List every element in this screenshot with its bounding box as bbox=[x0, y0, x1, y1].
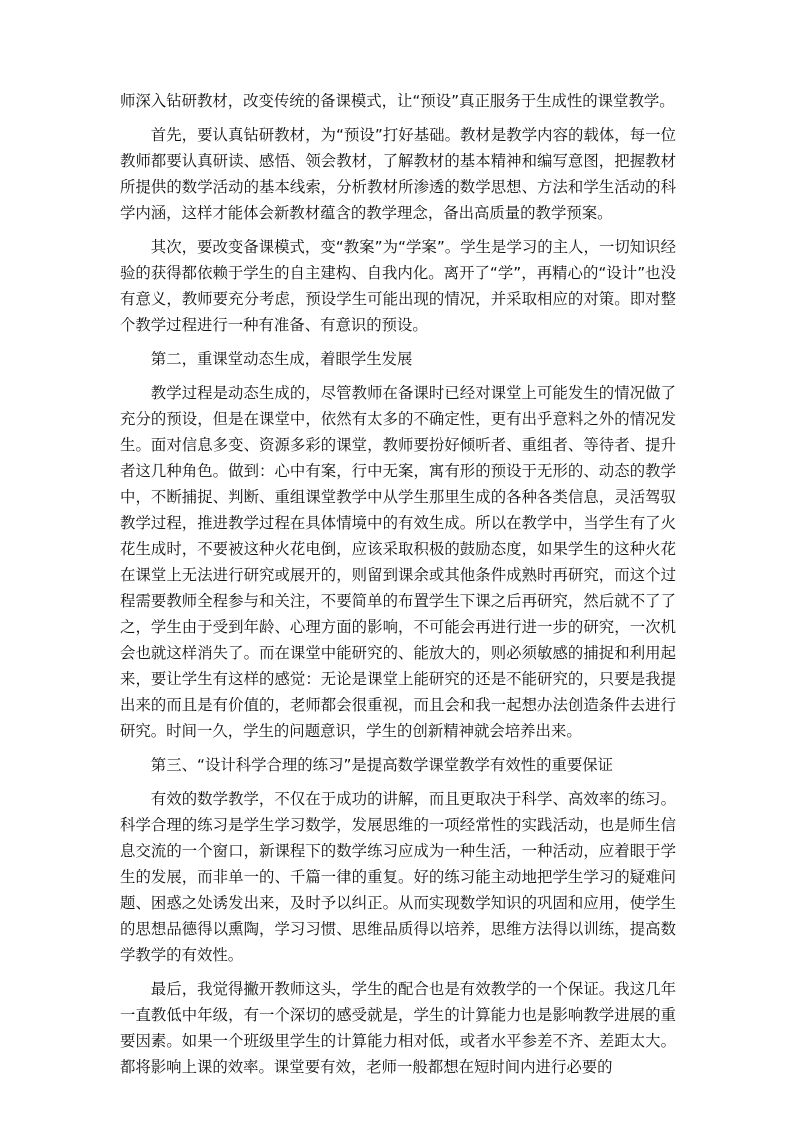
paragraph-dynamic-generation: 教学过程是动态生成的，尽管教师在备课时已经对课堂上可能发生的情况做了充分的预设，但是在课堂中，依然有太多的不确定性，更有出乎意料之外的情况发生。面对信息多变、资源多彩的课堂，教师要扮好倾听者、重组者、等待者、提升者这几种角色。做到：心中有案，行中无案，寓有形的预设于无形的、动态的教学中，不断捕捉、判断、重组课堂教学中从学生那里生成的各种各类信息，灵活驾驭教学过程，推进教学过程在具体情境中的有效生成。所以在教学中，当学生有了火花生成时，不要被这种火花电倒，应该采取积极的鼓励态度，如果学生的这种火花在课堂上无法进行研究或展开的，则留到课余或其他条件成熟时再研究，而这个过程需要教师全程参与和关注，不要简单的布置学生下课之后再研究，然后就不了了之，学生由于受到年龄、心理方面的影响，不可能会再进行进一步的研究，一次机会也就这样消失了。而在课堂中能研究的、能放大的，则必须敏感的捕捉和利用起来，要让学生有这样的感觉：无论是课堂上能研究的还是不能研究的，只要是我提出来的而且是有价值的，老师都会很重视，而且会和我一起想办法创造条件去进行研究。时间一久，学生的问题意识，学生的创新精神就会培养出来。 bbox=[120, 384, 676, 740]
section-heading-second: 第二，重课堂动态生成，着眼学生发展 bbox=[150, 350, 413, 368]
section-heading-third: 第三、“设计科学合理的练习”是提高数学课堂教学有效性的重要保证 bbox=[150, 756, 614, 774]
paragraph-practice: 有效的数学教学，不仅在于成功的讲解，而且更取决于科学、高效率的练习。科学合理的练习是学生学习数学，发展思维的一项经常性的实践活动，也是师生信息交流的一个窗口，新课程下的数学练习应成为一种生活，一种活动，应着眼于学生的发展，而非单一的、千篇一律的重复。好的练习能主动地把学生学习的疑难问题、困惑之处诱发出来，及时予以纠正。从而实现数学知识的巩固和应用，使学生的思想品德得以熏陶，学习习惯、思维品质得以培养，思维方法得以训练，提高数学教学的有效性。 bbox=[120, 790, 676, 964]
paragraph-change-lesson-plan: 其次，要改变备课模式，变“教案”为“学案”。学生是学习的主人，一切知识经验的获得都依赖于学生的自主建构、自我内化。离开了“学”，再精心的“设计”也没有意义，教师要充分考虑，预设学生可能出现的情况，并采取相应的对策。即对整个教学过程进行一种有准备、有意识的预设。 bbox=[120, 238, 676, 334]
paragraph-study-textbook: 首先，要认真钻研教材，为“预设”打好基础。教材是教学内容的载体，每一位教师都要认真研读、感悟、领会教材，了解教材的基本精神和编写意图，把握教材所提供的数学活动的基本线索，分析教材所渗透的数学思想、方法和学生活动的科学内涵，这样才能体会新教材蕴含的教学理念，备出高质量的教学预案。 bbox=[120, 126, 676, 222]
paragraph-continuation: 师深入钻研教材，改变传统的备课模式，让“预设”真正服务于生成性的课堂教学。 bbox=[120, 92, 675, 110]
document-page bbox=[120, 88, 676, 1088]
paragraph-finally: 最后，我觉得撇开教师这头，学生的配合也是有效教学的一个保证。我这几年一直教低中年级，有一个深切的感受就是，学生的计算能力也是影响教学进展的重要因素。如果一个班级里学生的计算能力相对低，或者水平参差不齐、差距太大。都将影响上课的效率。课堂要有效，老师一般都想在短时间内进行必要的 bbox=[120, 980, 676, 1076]
